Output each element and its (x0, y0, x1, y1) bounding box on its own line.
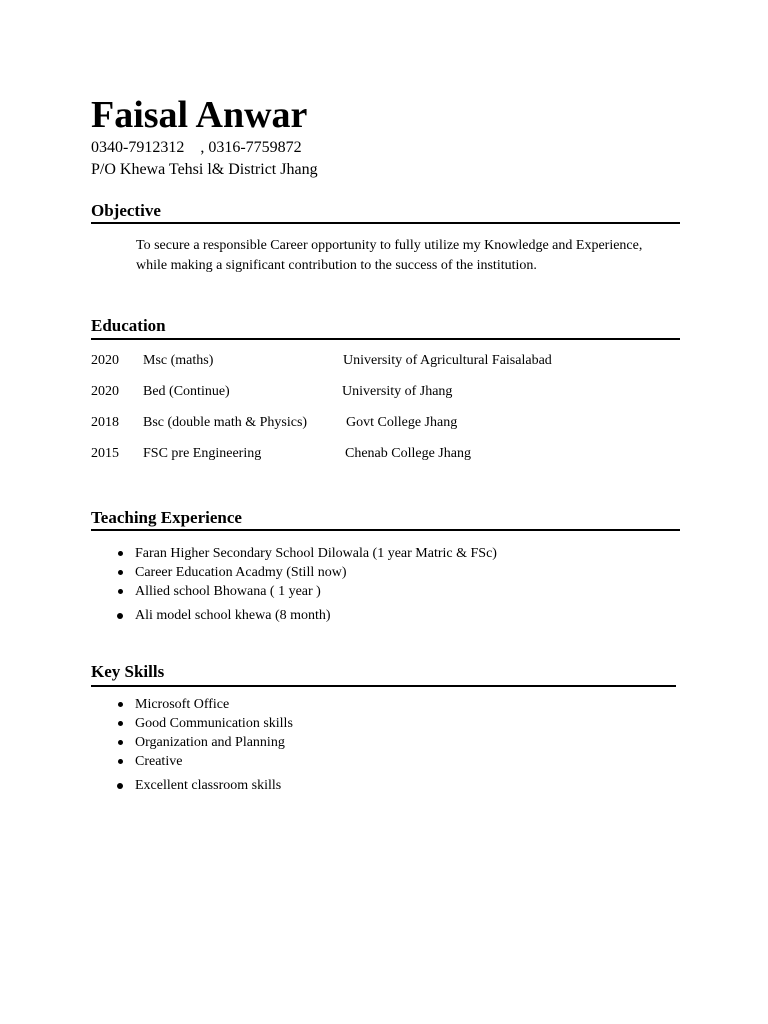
education-year: 2018 (91, 415, 119, 430)
objective-heading: Objective (91, 201, 161, 220)
education-degree: Bed (Continue) (143, 384, 230, 399)
skill-item: Organization and Planning (135, 735, 285, 750)
bullet-icon (113, 733, 127, 752)
skill-item: Microsoft Office (135, 697, 230, 712)
education-heading: Education (91, 316, 166, 335)
skill-item: Creative (135, 754, 183, 769)
objective-line-2: while making a significant contribution to the success of the institution. (136, 257, 537, 273)
skill-item: Excellent classroom skills (135, 778, 282, 793)
key-skills-heading: Key Skills (91, 662, 165, 681)
bullet-icon (113, 582, 127, 601)
bullet-icon (113, 544, 127, 563)
education-institution: University of Jhang (342, 384, 453, 399)
teaching-item: Ali model school khewa (8 month) (135, 608, 331, 623)
education-degree: Msc (maths) (143, 353, 214, 368)
education-degree: FSC pre Engineering (143, 446, 262, 461)
bullet-icon (113, 752, 127, 771)
objective-line-1: To secure a responsible Career opportunity to fully utilize my Knowledge and Experience, (136, 238, 643, 253)
address: P/O Khewa Tehsi l& District Jhang (91, 161, 318, 178)
education-year: 2020 (91, 353, 119, 368)
education-institution: University of Agricultural Faisalabad (343, 353, 552, 368)
education-divider (91, 338, 680, 340)
teaching-experience-heading: Teaching Experience (91, 508, 242, 527)
bullet-icon (113, 695, 127, 714)
bullet-icon (113, 714, 127, 733)
education-year: 2020 (91, 384, 119, 399)
education-institution: Govt College Jhang (346, 415, 458, 430)
education-institution: Chenab College Jhang (345, 446, 471, 461)
objective-text (136, 236, 696, 275)
bullet-icon (113, 563, 127, 582)
bullet-icon (113, 606, 127, 625)
skill-item: Good Communication skills (135, 716, 293, 731)
resume-name: Faisal Anwar (91, 94, 308, 136)
teaching-item: Career Education Acadmy (Still now) (135, 565, 347, 580)
teaching-divider (91, 529, 680, 531)
education-degree: Bsc (double math & Physics) (143, 415, 308, 430)
objective-divider (91, 222, 680, 224)
education-year: 2015 (91, 446, 119, 461)
phone-numbers: 0340-7912312 , 0316-7759872 (91, 139, 302, 156)
skills-divider (91, 685, 676, 687)
bullet-icon (113, 776, 127, 795)
teaching-item: Allied school Bhowana ( 1 year ) (135, 584, 321, 599)
teaching-item: Faran Higher Secondary School Dilowala (1 year Matric & FSc) (135, 546, 497, 561)
